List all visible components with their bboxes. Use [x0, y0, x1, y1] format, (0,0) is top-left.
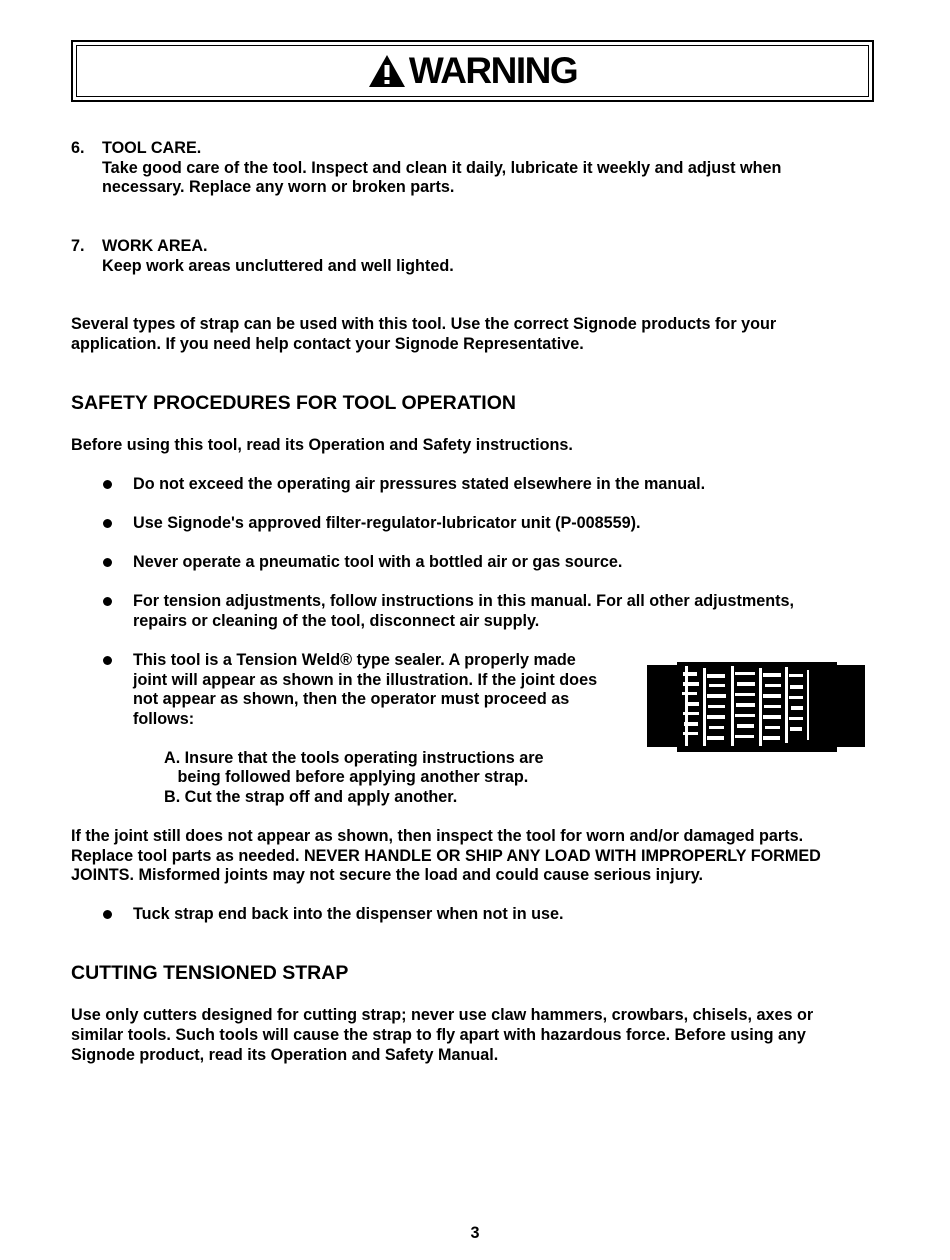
bullet-text: repairs or cleaning of the tool, disconnect air supply.: [133, 612, 540, 630]
page-number: 3: [470, 1224, 480, 1242]
strap-paragraph-line: application. If you need help contact your Signode Representative.: [71, 335, 584, 353]
bullet-icon: [103, 597, 112, 606]
cutting-heading: CUTTING TENSIONED STRAP: [71, 962, 349, 984]
bullet-text: Tuck strap end back into the dispenser when not in use.: [133, 905, 564, 923]
warning-triangle-icon: [368, 54, 406, 88]
joint-paragraph-line: If the joint still does not appear as shown, then inspect the tool for worn and/or damaged parts.: [71, 827, 804, 845]
warning-title: WARNING: [408, 50, 578, 91]
sub-step: A. Insure that the tools operating instructions are: [164, 749, 544, 767]
joint-paragraph-line: Replace tool parts as needed. NEVER HANDLE OR SHIP ANY LOAD WITH IMPROPERLY FORMED: [71, 847, 821, 865]
warning-banner-inner: [76, 45, 869, 97]
item-title: WORK AREA.: [102, 237, 208, 255]
bullet-text: not appear as shown, then the operator must proceed as: [133, 690, 570, 708]
bullet-icon: [103, 558, 112, 567]
bullet-icon: [103, 480, 112, 489]
item-text-line: Keep work areas uncluttered and well lighted.: [102, 257, 454, 275]
bullet-text: follows:: [133, 710, 195, 728]
cutting-paragraph-line: Signode product, read its Operation and Safety Manual.: [71, 1046, 499, 1064]
cutting-paragraph-line: Use only cutters designed for cutting strap; never use claw hammers, crowbars, chisels, axes or: [71, 1006, 814, 1024]
bullet-text: This tool is a Tension Weld® type sealer. A properly made: [133, 651, 576, 669]
bullet-text: Do not exceed the operating air pressures stated elsewhere in the manual.: [133, 475, 706, 493]
item-title: TOOL CARE.: [102, 139, 202, 157]
bullet-icon: [103, 519, 112, 528]
bullet-text: Never operate a pneumatic tool with a bottled air or gas source.: [133, 553, 623, 571]
item-number: 6.: [71, 139, 85, 157]
sub-step: being followed before applying another strap.: [164, 768, 529, 786]
cutting-paragraph-line: similar tools. Such tools will cause the strap to fly apart with hazardous force. Before using any: [71, 1026, 806, 1044]
safety-intro: Before using this tool, read its Operation and Safety instructions.: [71, 436, 573, 454]
item-text-line: Take good care of the tool. Inspect and clean it daily, lubricate it weekly and adjust when: [102, 159, 782, 177]
strap-paragraph-line: Several types of strap can be used with this tool. Use the correct Signode products for your: [71, 315, 777, 333]
bullet-icon: [103, 910, 112, 919]
joint-paragraph-line: JOINTS. Misformed joints may not secure the load and could cause serious injury.: [71, 866, 704, 884]
weld-joint-illustration: [647, 660, 865, 752]
bullet-icon: [103, 656, 112, 665]
bullet-text: For tension adjustments, follow instructions in this manual. For all other adjustments,: [133, 592, 795, 610]
bullet-text: Use Signode's approved filter-regulator-lubricator unit (P-008559).: [133, 514, 641, 532]
warning-banner: [71, 40, 874, 102]
sub-step: B. Cut the strap off and apply another.: [164, 788, 458, 806]
item-text-line: necessary. Replace any worn or broken parts.: [102, 178, 455, 196]
safety-heading: SAFETY PROCEDURES FOR TOOL OPERATION: [71, 392, 516, 414]
item-number: 7.: [71, 237, 85, 255]
bullet-text: joint will appear as shown in the illustration. If the joint does: [133, 671, 598, 689]
